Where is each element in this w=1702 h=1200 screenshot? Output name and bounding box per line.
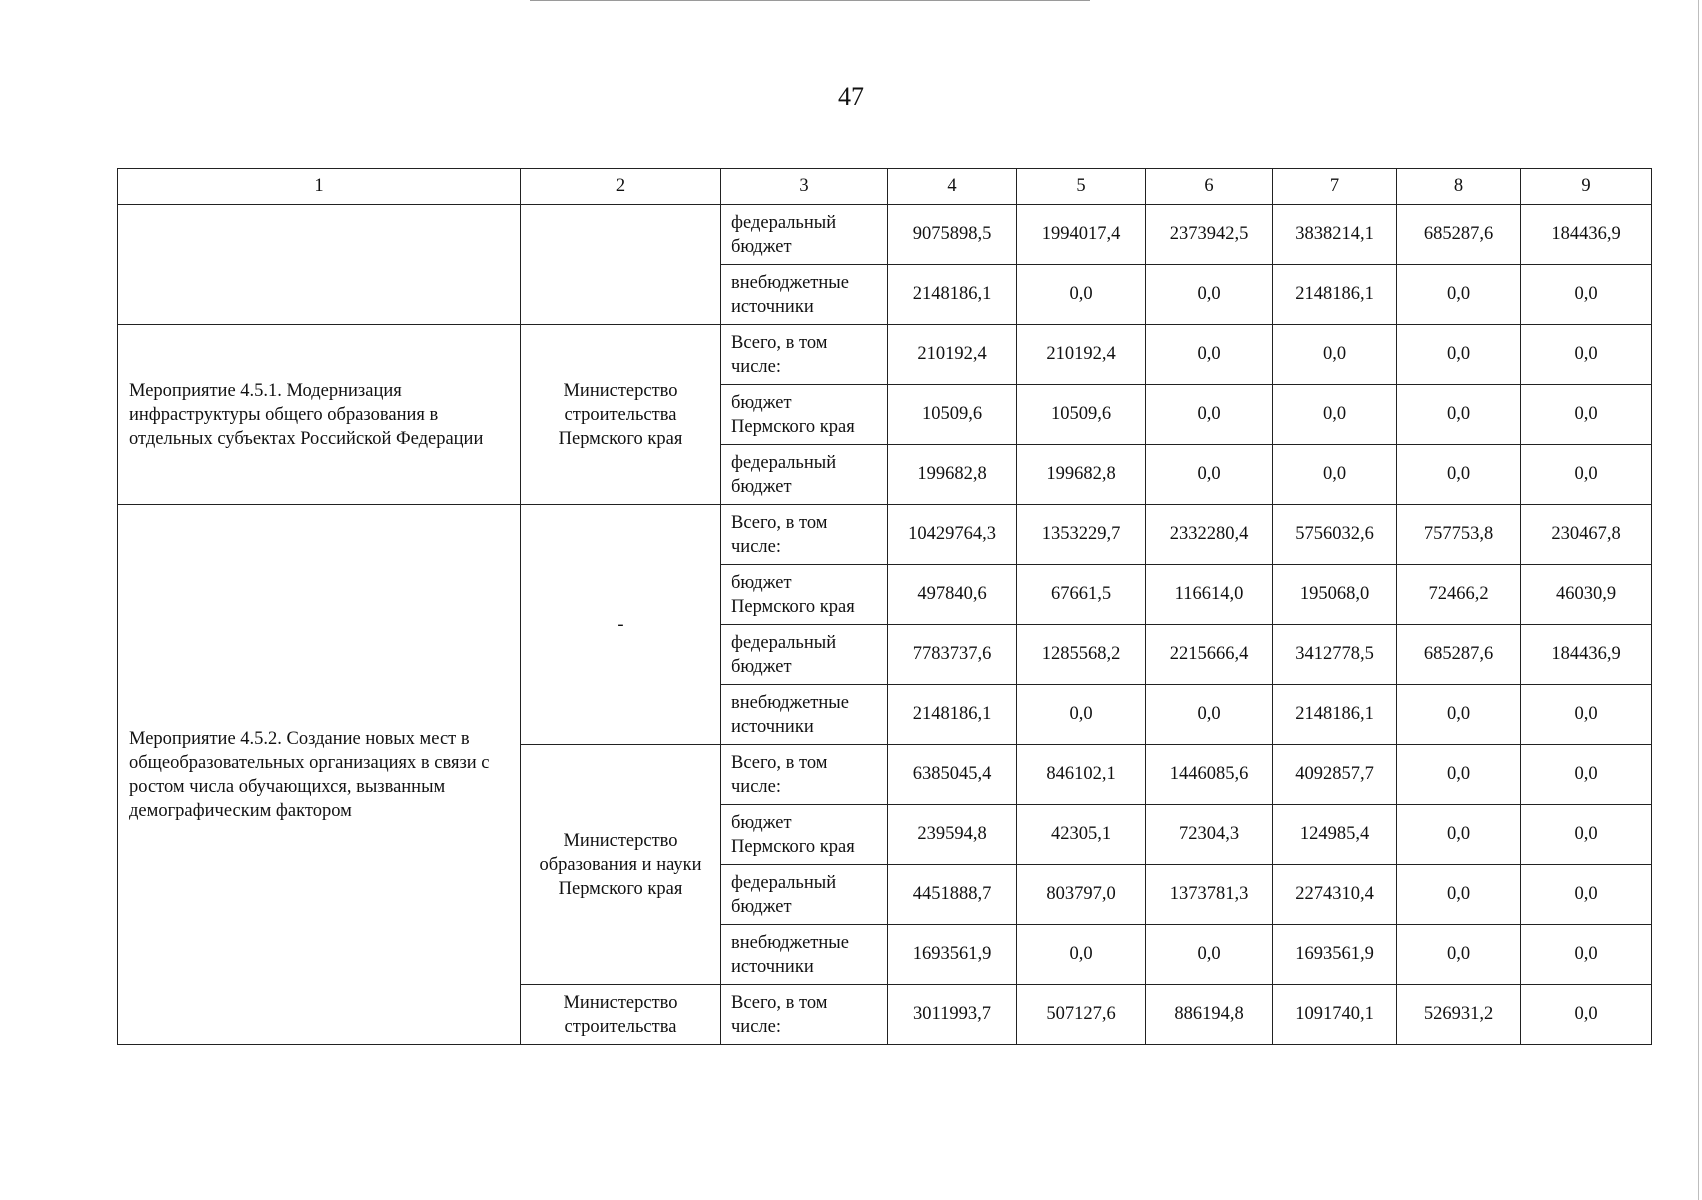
value-cell: 0,0	[1146, 925, 1273, 985]
table-body	[118, 205, 1652, 1045]
value-cell: 0,0	[1397, 685, 1521, 745]
value-cell: 685287,6	[1397, 625, 1521, 685]
value-cell: 0,0	[1397, 265, 1521, 325]
measure-name-cell	[118, 205, 521, 325]
column-header: 7	[1273, 169, 1397, 205]
value-cell: 124985,4	[1273, 805, 1397, 865]
value-cell: 0,0	[1146, 445, 1273, 505]
value-cell: 0,0	[1273, 325, 1397, 385]
value-cell: 0,0	[1017, 265, 1146, 325]
column-header: 5	[1017, 169, 1146, 205]
value-cell: 0,0	[1017, 925, 1146, 985]
page-number: 47	[838, 82, 864, 111]
value-cell: 10509,6	[1017, 385, 1146, 445]
value-cell: 526931,2	[1397, 985, 1521, 1045]
value-cell: 199682,8	[888, 445, 1017, 505]
value-cell: 4451888,7	[888, 865, 1017, 925]
value-cell: 4092857,7	[1273, 745, 1397, 805]
funding-source-cell: Всего, в том числе:	[721, 745, 888, 805]
value-cell: 846102,1	[1017, 745, 1146, 805]
value-cell: 685287,6	[1397, 205, 1521, 265]
column-header: 9	[1521, 169, 1652, 205]
measure-name-cell: Мероприятие 4.5.1. Модернизация инфраструктуры общего образования в отдельных субъектах Российской Федерации	[118, 325, 521, 505]
value-cell: 0,0	[1397, 745, 1521, 805]
value-cell: 0,0	[1521, 865, 1652, 925]
value-cell: 2148186,1	[1273, 685, 1397, 745]
value-cell: 886194,8	[1146, 985, 1273, 1045]
value-cell: 1693561,9	[888, 925, 1017, 985]
budget-table	[117, 168, 1652, 1045]
column-header: 3	[721, 169, 888, 205]
value-cell: 507127,6	[1017, 985, 1146, 1045]
header-row	[118, 169, 1652, 205]
value-cell: 42305,1	[1017, 805, 1146, 865]
value-cell: 230467,8	[1521, 505, 1652, 565]
value-cell: 3011993,7	[888, 985, 1017, 1045]
value-cell: 1353229,7	[1017, 505, 1146, 565]
value-cell: 0,0	[1273, 385, 1397, 445]
value-cell: 239594,8	[888, 805, 1017, 865]
column-header: 8	[1397, 169, 1521, 205]
funding-source-cell: федеральный бюджет	[721, 865, 888, 925]
value-cell: 184436,9	[1521, 625, 1652, 685]
funding-source-cell: Всего, в том числе:	[721, 325, 888, 385]
value-cell: 5756032,6	[1273, 505, 1397, 565]
value-cell: 0,0	[1521, 265, 1652, 325]
table-row	[118, 205, 1652, 265]
funding-source-cell: Всего, в том числе:	[721, 505, 888, 565]
value-cell: 0,0	[1521, 925, 1652, 985]
value-cell: 0,0	[1146, 385, 1273, 445]
value-cell: 0,0	[1521, 685, 1652, 745]
table-row	[118, 505, 1652, 565]
page-right-edge	[1698, 0, 1699, 1200]
executor-cell: Министерство строительства Пермского края	[521, 325, 721, 505]
value-cell: 0,0	[1397, 445, 1521, 505]
value-cell: 0,0	[1397, 325, 1521, 385]
value-cell: 0,0	[1397, 925, 1521, 985]
value-cell: 1693561,9	[1273, 925, 1397, 985]
value-cell: 0,0	[1521, 445, 1652, 505]
value-cell: 7783737,6	[888, 625, 1017, 685]
value-cell: 2274310,4	[1273, 865, 1397, 925]
funding-source-cell: Всего, в том числе:	[721, 985, 888, 1045]
value-cell: 2215666,4	[1146, 625, 1273, 685]
value-cell: 0,0	[1146, 265, 1273, 325]
value-cell: 46030,9	[1521, 565, 1652, 625]
funding-source-cell: внебюджетные источники	[721, 685, 888, 745]
value-cell: 0,0	[1397, 865, 1521, 925]
value-cell: 803797,0	[1017, 865, 1146, 925]
funding-source-cell: бюджет Пермского края	[721, 385, 888, 445]
value-cell: 0,0	[1146, 685, 1273, 745]
value-cell: 0,0	[1521, 745, 1652, 805]
table-row	[118, 325, 1652, 385]
funding-source-cell: внебюджетные источники	[721, 925, 888, 985]
value-cell: 0,0	[1397, 385, 1521, 445]
value-cell: 10509,6	[888, 385, 1017, 445]
funding-source-cell: федеральный бюджет	[721, 625, 888, 685]
value-cell: 757753,8	[1397, 505, 1521, 565]
funding-source-cell: бюджет Пермского края	[721, 805, 888, 865]
value-cell: 0,0	[1521, 805, 1652, 865]
executor-cell: -	[521, 505, 721, 745]
value-cell: 184436,9	[1521, 205, 1652, 265]
value-cell: 2148186,1	[1273, 265, 1397, 325]
funding-source-cell: федеральный бюджет	[721, 205, 888, 265]
value-cell: 9075898,5	[888, 205, 1017, 265]
value-cell: 1285568,2	[1017, 625, 1146, 685]
value-cell: 10429764,3	[888, 505, 1017, 565]
value-cell: 0,0	[1521, 985, 1652, 1045]
column-header: 4	[888, 169, 1017, 205]
value-cell: 2332280,4	[1146, 505, 1273, 565]
value-cell: 1446085,6	[1146, 745, 1273, 805]
value-cell: 1994017,4	[1017, 205, 1146, 265]
executor-cell	[521, 205, 721, 325]
column-header: 6	[1146, 169, 1273, 205]
measure-name-cell: Мероприятие 4.5.2. Создание новых мест в общеобразовательных организациях в связи с ростом числа обучающихся, вызванным демографическим фактором	[118, 505, 521, 1045]
value-cell: 0,0	[1146, 325, 1273, 385]
value-cell: 1091740,1	[1273, 985, 1397, 1045]
value-cell: 497840,6	[888, 565, 1017, 625]
value-cell: 199682,8	[1017, 445, 1146, 505]
value-cell: 210192,4	[888, 325, 1017, 385]
value-cell: 116614,0	[1146, 565, 1273, 625]
value-cell: 0,0	[1273, 445, 1397, 505]
value-cell: 0,0	[1521, 385, 1652, 445]
value-cell: 2148186,1	[888, 265, 1017, 325]
executor-cell: Министерство строительства	[521, 985, 721, 1045]
column-header: 1	[118, 169, 521, 205]
funding-source-cell: бюджет Пермского края	[721, 565, 888, 625]
funding-source-cell: внебюджетные источники	[721, 265, 888, 325]
value-cell: 0,0	[1397, 805, 1521, 865]
value-cell: 1373781,3	[1146, 865, 1273, 925]
value-cell: 2373942,5	[1146, 205, 1273, 265]
value-cell: 72304,3	[1146, 805, 1273, 865]
value-cell: 6385045,4	[888, 745, 1017, 805]
column-header: 2	[521, 169, 721, 205]
value-cell: 3838214,1	[1273, 205, 1397, 265]
executor-cell: Министерство образования и науки Пермского края	[521, 745, 721, 985]
value-cell: 72466,2	[1397, 565, 1521, 625]
value-cell: 3412778,5	[1273, 625, 1397, 685]
funding-source-cell: федеральный бюджет	[721, 445, 888, 505]
page-top-edge	[530, 0, 1090, 1]
value-cell: 0,0	[1017, 685, 1146, 745]
value-cell: 0,0	[1521, 325, 1652, 385]
value-cell: 67661,5	[1017, 565, 1146, 625]
value-cell: 2148186,1	[888, 685, 1017, 745]
value-cell: 210192,4	[1017, 325, 1146, 385]
value-cell: 195068,0	[1273, 565, 1397, 625]
